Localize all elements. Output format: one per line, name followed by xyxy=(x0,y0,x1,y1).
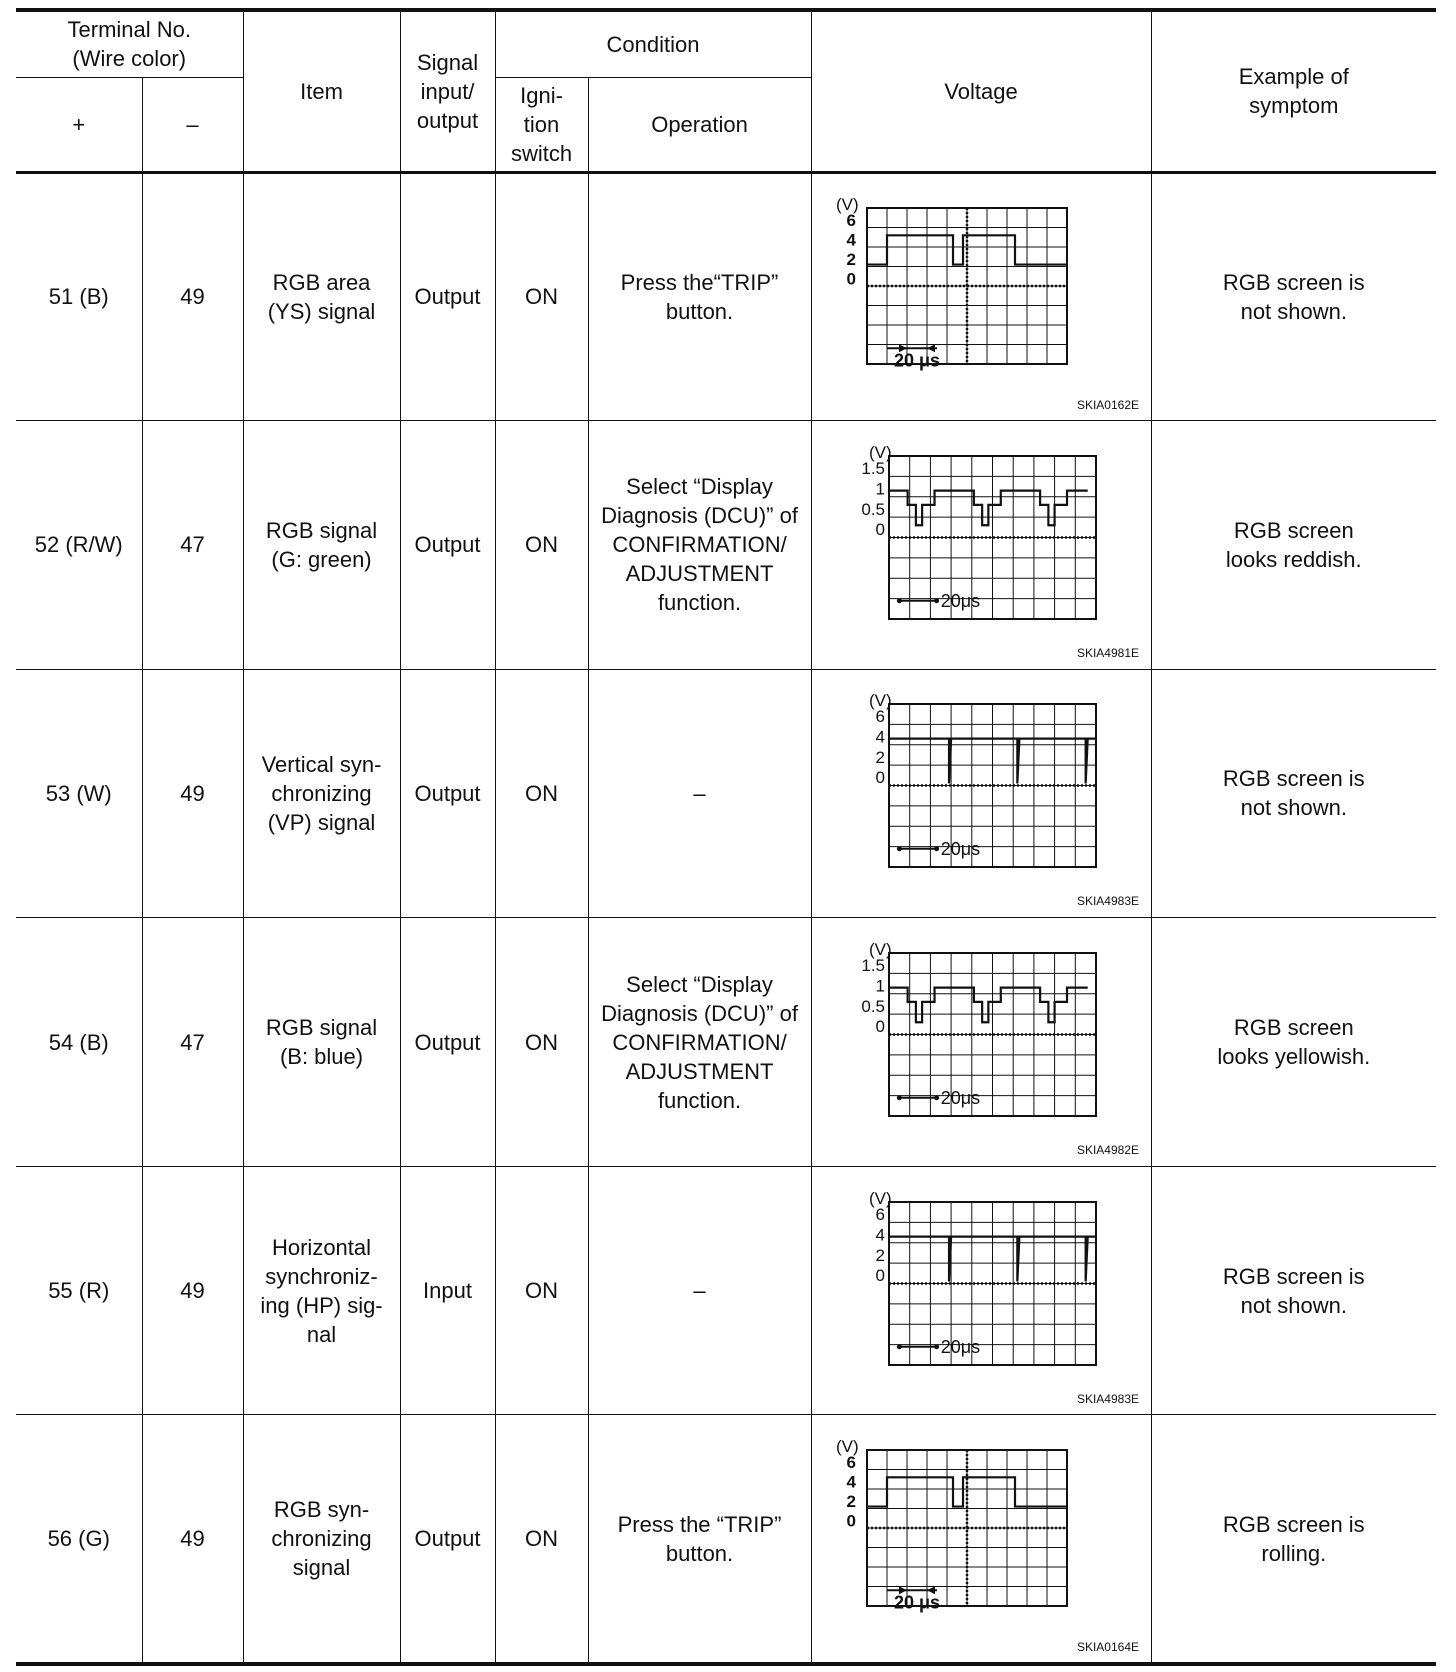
symptom-cell xyxy=(1151,421,1436,670)
item-cell xyxy=(243,421,400,670)
header-ignition xyxy=(495,77,588,172)
operation-cell xyxy=(588,421,811,670)
item-text: RGB syn- chronizing signal xyxy=(271,1497,372,1581)
item-cell xyxy=(243,172,400,421)
scope-time-label: 20μs xyxy=(940,1336,980,1357)
header-symptom xyxy=(1151,10,1436,172)
item-cell xyxy=(243,1166,400,1415)
scope-figure-id: SKIA0162E xyxy=(1076,397,1139,412)
ignition-cell xyxy=(495,918,588,1167)
scope-y-tick-label: 4 xyxy=(846,1472,856,1492)
terminal-minus-cell xyxy=(142,669,243,918)
item-text: Horizontal synchroniz- ing (HP) sig- nal xyxy=(260,1234,383,1347)
scope-grid xyxy=(889,704,1096,867)
table-row xyxy=(16,669,1436,918)
oscilloscope-waveform-figure xyxy=(812,1169,1152,1413)
scope-y-tick-label: 4 xyxy=(846,230,856,250)
oscilloscope-waveform-figure xyxy=(812,671,1152,915)
scope-unit-label: (V) xyxy=(868,1188,892,1208)
scope-time-label: 20 μs xyxy=(893,350,940,371)
voltage-cell xyxy=(811,669,1151,918)
operation-cell xyxy=(588,172,811,421)
scope-figure-id: SKIA4982E xyxy=(1076,1143,1139,1158)
operation-text: Select “Display Diagnosis (DCU)” of CONFIRMATION/ ADJUSTMENT function. xyxy=(601,474,798,616)
header-minus xyxy=(142,77,243,172)
scope-y-tick-label: 0.5 xyxy=(860,996,885,1016)
terminal-minus-text: 49 xyxy=(180,1526,205,1552)
ignition-cell xyxy=(495,1166,588,1415)
symptom-cell xyxy=(1151,918,1436,1167)
header-condition-label: Condition xyxy=(606,31,700,57)
ignition-cell xyxy=(495,1415,588,1664)
scope-waveform xyxy=(889,490,1088,525)
scope-y-tick-label: 0 xyxy=(846,269,856,289)
scope-y-tick-label: 1.5 xyxy=(860,458,885,478)
scope-unit-label: (V) xyxy=(868,691,892,711)
table-row xyxy=(16,421,1436,670)
scope-grid xyxy=(889,456,1096,619)
header-voltage-label: Voltage xyxy=(944,78,1018,104)
signal-io-text: Output xyxy=(414,1029,481,1055)
operation-text: Press the “TRIP” button. xyxy=(617,1511,782,1566)
scope-y-tick-label: 0.5 xyxy=(860,499,885,519)
scope-y-tick-label: 2 xyxy=(875,1245,885,1265)
voltage-cell xyxy=(811,1166,1151,1415)
scope-y-tick-label: 6 xyxy=(846,1452,856,1472)
header-symptom-label: Example of symptom xyxy=(1238,64,1349,119)
scope-y-tick-label: 1.5 xyxy=(860,956,885,976)
ignition-text: ON xyxy=(525,284,559,310)
operation-text: – xyxy=(693,1278,706,1304)
terminal-minus-cell xyxy=(142,1415,243,1664)
terminal-minus-text: 49 xyxy=(180,780,205,806)
terminal-minus-text: 49 xyxy=(180,1278,205,1304)
scope-unit-label: (V) xyxy=(868,442,892,462)
scope-grid xyxy=(889,953,1096,1116)
ignition-cell xyxy=(495,669,588,918)
scope-figure-id: SKIA0164E xyxy=(1076,1639,1139,1654)
signal-io-text: Output xyxy=(414,532,481,558)
oscilloscope-waveform-figure xyxy=(812,920,1152,1164)
item-text: RGB area (YS) signal xyxy=(267,269,376,324)
symptom-text: RGB screen is not shown. xyxy=(1222,766,1365,821)
scope-waveform xyxy=(889,988,1088,1023)
ignition-text: ON xyxy=(525,1278,559,1304)
terminal-plus-cell xyxy=(16,1415,142,1664)
symptom-cell xyxy=(1151,669,1436,918)
ignition-text: ON xyxy=(525,1029,559,1055)
symptom-text: RGB screen looks yellowish. xyxy=(1217,1015,1371,1070)
scope-y-tick-label: 2 xyxy=(846,249,856,269)
oscilloscope-waveform-figure xyxy=(812,423,1152,667)
terminal-minus-text: 47 xyxy=(180,532,205,558)
signal-io-cell xyxy=(400,1415,495,1664)
table-row xyxy=(16,172,1436,421)
header-minus-label: – xyxy=(186,111,199,137)
scope-unit-label: (V) xyxy=(868,940,892,960)
ignition-text: ON xyxy=(525,1526,559,1552)
header-voltage xyxy=(811,10,1151,172)
terminal-plus-text: 54 (B) xyxy=(48,1029,109,1055)
scope-time-label: 20 μs xyxy=(893,1591,940,1612)
item-text: Vertical syn- chronizing (VP) signal xyxy=(261,751,382,835)
table-row xyxy=(16,918,1436,1167)
signal-io-cell xyxy=(400,669,495,918)
terminal-signal-table xyxy=(16,8,1436,1666)
operation-cell xyxy=(588,918,811,1167)
terminal-minus-cell xyxy=(142,421,243,670)
terminal-minus-cell xyxy=(142,918,243,1167)
scope-y-tick-label: 4 xyxy=(875,1224,885,1244)
table-row xyxy=(16,1166,1436,1415)
header-condition xyxy=(495,10,811,77)
voltage-cell xyxy=(811,421,1151,670)
oscilloscope-waveform-figure xyxy=(812,1417,1152,1661)
terminal-plus-text: 55 (R) xyxy=(48,1278,110,1304)
symptom-text: RGB screen looks reddish. xyxy=(1225,517,1362,572)
scope-y-tick-label: 0 xyxy=(875,1265,885,1285)
terminal-plus-cell xyxy=(16,172,142,421)
header-operation xyxy=(588,77,811,172)
scope-y-tick-label: 1 xyxy=(875,479,885,499)
operation-text: Select “Display Diagnosis (DCU)” of CONFIRMATION/ ADJUSTMENT function. xyxy=(601,971,798,1113)
header-plus xyxy=(16,77,142,172)
operation-cell xyxy=(588,669,811,918)
item-cell xyxy=(243,669,400,918)
scope-time-label: 20μs xyxy=(940,839,980,860)
operation-cell xyxy=(588,1166,811,1415)
symptom-cell xyxy=(1151,1415,1436,1664)
terminal-minus-text: 47 xyxy=(180,1029,205,1055)
terminal-plus-text: 56 (G) xyxy=(47,1526,110,1552)
item-text: RGB signal (B: blue) xyxy=(265,1015,378,1070)
operation-text: Press the“TRIP” button. xyxy=(620,269,779,324)
terminal-plus-cell xyxy=(16,421,142,670)
scope-y-tick-label: 0 xyxy=(875,768,885,788)
item-text: RGB signal (G: green) xyxy=(265,517,378,572)
scope-time-label: 20μs xyxy=(940,590,980,611)
voltage-cell xyxy=(811,172,1151,421)
item-cell xyxy=(243,1415,400,1664)
header-terminal xyxy=(16,10,243,77)
scope-y-tick-label: 0 xyxy=(846,1511,856,1531)
scope-time-label: 20μs xyxy=(940,1087,980,1108)
scope-figure-id: SKIA4981E xyxy=(1076,645,1139,660)
scope-figure-id: SKIA4983E xyxy=(1076,894,1139,909)
signal-io-cell xyxy=(400,1166,495,1415)
scope-y-tick-label: 0 xyxy=(875,519,885,539)
signal-io-text: Output xyxy=(414,284,481,310)
terminal-plus-cell xyxy=(16,669,142,918)
terminal-minus-cell xyxy=(142,1166,243,1415)
signal-io-cell xyxy=(400,421,495,670)
scope-unit-label: (V) xyxy=(835,1436,859,1456)
item-cell xyxy=(243,918,400,1167)
signal-io-text: Output xyxy=(414,1526,481,1552)
ignition-text: ON xyxy=(525,532,559,558)
scope-figure-id: SKIA4983E xyxy=(1076,1391,1139,1406)
table-body xyxy=(16,172,1436,1664)
terminal-plus-cell xyxy=(16,1166,142,1415)
signal-io-cell xyxy=(400,918,495,1167)
voltage-cell xyxy=(811,918,1151,1167)
scope-y-tick-label: 1 xyxy=(875,976,885,996)
header-ignition-label: Igni- tion switch xyxy=(510,82,573,166)
header-item xyxy=(243,10,400,172)
terminal-plus-text: 51 (B) xyxy=(48,284,109,310)
signal-io-text: Output xyxy=(414,780,481,806)
scope-unit-label: (V) xyxy=(835,194,859,214)
ignition-cell xyxy=(495,172,588,421)
symptom-cell xyxy=(1151,172,1436,421)
symptom-text: RGB screen is not shown. xyxy=(1222,269,1365,324)
symptom-cell xyxy=(1151,1166,1436,1415)
scope-y-tick-label: 4 xyxy=(875,727,885,747)
signal-io-cell xyxy=(400,172,495,421)
signal-io-text: Input xyxy=(423,1278,472,1304)
oscilloscope-waveform-figure xyxy=(812,175,1152,419)
operation-cell xyxy=(588,1415,811,1664)
scope-y-tick-label: 6 xyxy=(846,210,856,230)
symptom-text: RGB screen is not shown. xyxy=(1222,1263,1365,1318)
terminal-plus-text: 52 (R/W) xyxy=(34,532,123,558)
header-terminal-label: Terminal No. (Wire color) xyxy=(67,17,191,72)
scope-grid xyxy=(889,1202,1096,1365)
terminal-minus-text: 49 xyxy=(180,284,205,310)
header-item-label: Item xyxy=(300,78,343,104)
scope-y-tick-label: 0 xyxy=(875,1017,885,1037)
ignition-text: ON xyxy=(525,780,559,806)
header-operation-label: Operation xyxy=(651,111,748,137)
scope-y-tick-label: 2 xyxy=(846,1491,856,1511)
ignition-cell xyxy=(495,421,588,670)
scope-y-tick-label: 6 xyxy=(875,707,885,727)
voltage-cell xyxy=(811,1415,1151,1664)
operation-text: – xyxy=(693,780,706,806)
header-plus-label: + xyxy=(72,111,86,137)
symptom-text: RGB screen is rolling. xyxy=(1222,1511,1365,1566)
header-signal-io-label: Signal input/ output xyxy=(416,49,479,133)
terminal-plus-cell xyxy=(16,918,142,1167)
terminal-minus-cell xyxy=(142,172,243,421)
scope-y-tick-label: 2 xyxy=(875,748,885,768)
header-signal-io xyxy=(400,10,495,172)
table-row xyxy=(16,1415,1436,1664)
scope-y-tick-label: 6 xyxy=(875,1204,885,1224)
terminal-plus-text: 53 (W) xyxy=(45,780,112,806)
